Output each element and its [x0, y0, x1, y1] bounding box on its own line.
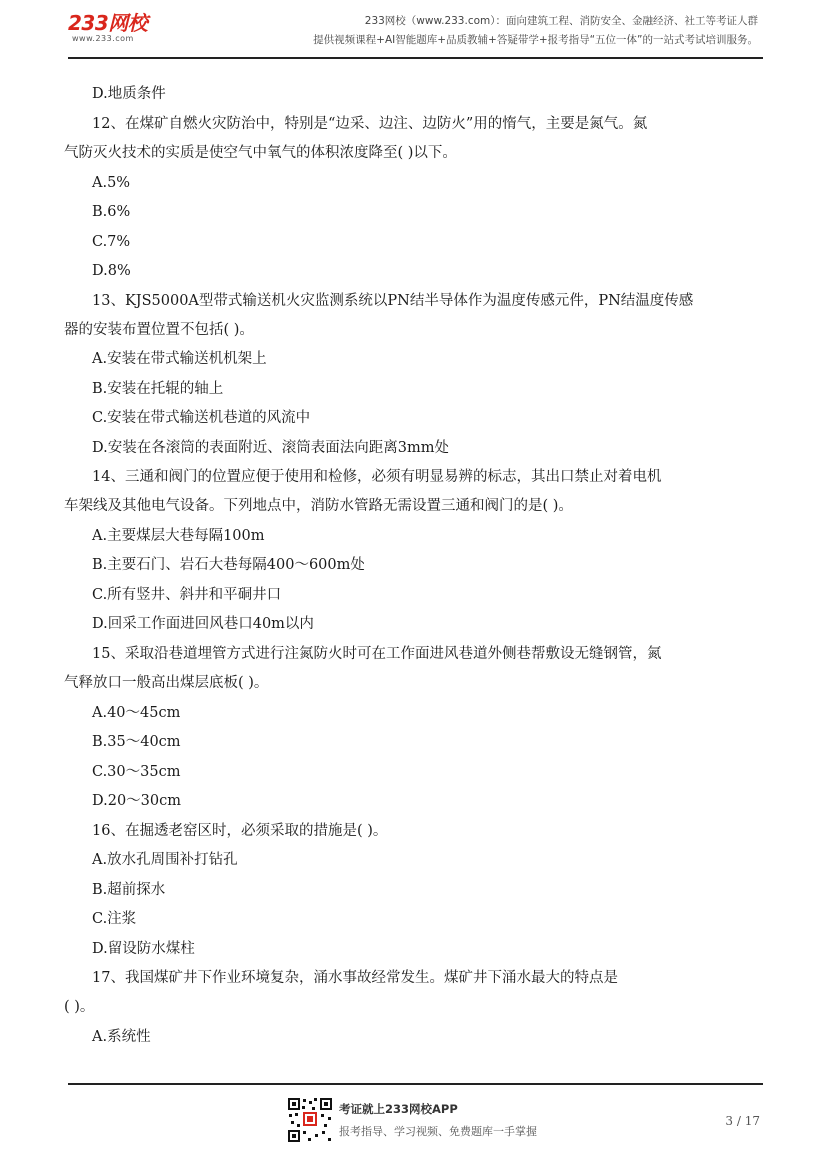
option-text: C.所有竖井、斜井和平硐井口: [92, 587, 282, 603]
option-text: B.主要石门、岩石大巷每隔400～600m处: [92, 557, 365, 573]
option-text: A.放水孔周围补打钻孔: [92, 852, 238, 868]
option-text: D.8%: [92, 263, 131, 279]
question-stem: 17、我国煤矿井下作业环境复杂，涌水事故经常发生。煤矿井下涌水最大的特点是: [92, 970, 618, 986]
option-text: A.系统性: [92, 1029, 151, 1045]
question-stem: 12、在煤矿自燃火灾防治中，特别是“边采、边注、边防火”用的惰气，主要是氮气。氮: [92, 116, 648, 132]
header-divider: [68, 57, 763, 59]
question-stem: 气释放口一般高出煤层底板( )。: [64, 675, 269, 691]
question-stem: 15、采取沿巷道埋管方式进行注氮防火时可在工作面进风巷道外侧巷帮敷设无缝钢管，氮: [92, 646, 662, 662]
qr-code-icon[interactable]: [287, 1097, 333, 1143]
brand-logo[interactable]: [68, 12, 168, 42]
question-stem: 16、在掘透老窑区时，必须采取的措施是( )。: [92, 823, 388, 839]
question-stem: 器的安装布置位置不包括( )。: [64, 322, 254, 338]
logo-text: 233网校: [68, 11, 148, 35]
option-text: A.5%: [92, 175, 131, 191]
option-text: A.40～45cm: [92, 705, 181, 721]
option-text: B.安装在托辊的轴上: [92, 381, 224, 397]
option-text: B.超前探水: [92, 882, 166, 898]
option-text: D.回采工作面进回风巷口40m以内: [92, 616, 314, 632]
question-stem: 14、三通和阀门的位置应便于使用和检修，必须有明显易辨的标志，其出口禁止对着电机: [92, 469, 662, 485]
logo-url: www.233.com: [72, 34, 134, 43]
footer-divider: [68, 1083, 763, 1085]
header-tagline-1: 233网校（www.233.com）：面向建筑工程、消防安全、金融经济、社工等考证人群: [364, 15, 758, 27]
option-text: C.7%: [92, 234, 131, 250]
option-text: B.35～40cm: [92, 734, 181, 750]
option-text: C.30～35cm: [92, 764, 181, 780]
option-text: D.地质条件: [92, 86, 166, 102]
page-header: [0, 0, 830, 62]
option-text: A.安装在带式输送机机架上: [92, 351, 267, 367]
question-stem: 13、KJS5000A型带式输送机火灾监测系统以PN结半导体作为温度传感元件，PN结温度传感: [92, 293, 694, 309]
option-text: D.安装在各滚筒的表面附近、滚筒表面法向距离3mm处: [92, 440, 449, 456]
option-text: A.主要煤层大巷每隔100m: [92, 528, 265, 544]
footer-app-title: 考证就上233网校APP: [339, 1102, 458, 1116]
question-stem: 车架线及其他电气设备。下列地点中，消防水管路无需设置三通和阀门的是( )。: [64, 498, 573, 514]
option-text: B.6%: [92, 204, 131, 220]
header-tagline-2: 提供视频课程+AI智能题库+品质教辅+答疑带学+报考指导“五位一体”的一站式考试培训服务。: [313, 34, 758, 46]
page-number: 3 / 17: [725, 1114, 760, 1128]
footer-app-subtitle: 报考指导、学习视频、免费题库一手掌握: [339, 1125, 537, 1138]
question-stem: 气防灭火技术的实质是使空气中氧气的体积浓度降至( )以下。: [64, 145, 457, 161]
option-text: C.注浆: [92, 911, 137, 927]
question-stem: ( )。: [64, 999, 95, 1015]
option-text: D.20～30cm: [92, 793, 181, 809]
option-text: D.留设防水煤柱: [92, 941, 195, 957]
option-text: C.安装在带式输送机巷道的风流中: [92, 410, 311, 426]
